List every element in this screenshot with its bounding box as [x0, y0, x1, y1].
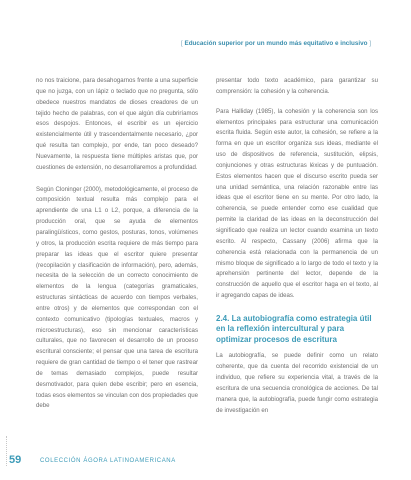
header-bracket-close: ] — [369, 40, 371, 47]
right-column — [216, 76, 378, 416]
page-number: 59 — [9, 454, 22, 466]
header-bracket-open: [ — [181, 40, 183, 47]
right-paragraph-3: La autobiografía, se puede definir como un relato coherente, que da cuenta del recorrido existencial de un individuo, que refiere su experiencia vital, a través de la escritura de una secuencia cronológica de acciones. De tal manera que, la autobiografía, puede fungir como estrategia de investigación en — [216, 352, 378, 414]
header-title: Educación superior por un mundo más equitativo e inclusivo — [184, 40, 368, 47]
right-paragraph-1: presentar todo texto académico, para garantizar su comprensión: la cohesión y la coherencia. — [216, 77, 378, 95]
running-header — [181, 40, 371, 47]
left-column — [36, 76, 198, 412]
section-title: 2.4. La autobiografía como estrategia útil en la reflexión intercultural y para optimizar procesos de escritura — [216, 313, 372, 344]
left-paragraph-1: no nos traicione, para desahogarnos frente a una superficie que no juzga, con un lápiz o teclado que no pregunta, sólo obedece nuestros mandatos de dioses creadores de un tejido hecho de palabras, con el que algún día cubriríamos esos despojos. Entonces, el escribir es un ejercicio existencialmente útil y trascendentalmente necesario, ¿por qué resulta tan complejo, por ende, tan poco deseado? Nuevamente, la respuesta tiene múltiples aristas que, por cuestiones de extensión, no desarrollaremos a profundidad. — [36, 77, 198, 171]
left-paragraph-2: Según Cloninger (2000), metodológicamente, el proceso de composición textual resulta más complejo para el aprendiente de una L1 o L2, porque, a diferencia de la producción oral, que se ayuda de elementos paralingüísticos, como gestos, posturas, tonos, volúmenes y otros, la producción escrita requiere de más tiempo para preparar las ideas que el escritor quiere presentar (recopilación y clasificación de información), pero, además, necesita de la selección de un correcto conocimiento de elementos de la lengua (categorías gramaticales, estructuras sintácticas de acuerdo con tiempos verbales, entre otros) y de elementos que correspondan con el contexto comunicativo (tipologías textuales, macros y microestructuras), eso sin mencionar características culturales, que no favorecen el desarrollo de un proceso escritural consciente; el pensar que una tarea de escritura requiere de gran cantidad de tiempo o el tener que rastrear de temas demasiado complejos, puede resultar desmotivador, para quien debe escribir; pero en esencia, todas esos elementos se vinculan con dos propiedades que debe — [36, 185, 198, 410]
collection-name: COLECCIÓN ÁGORA LATINOAMERICANA — [40, 458, 176, 464]
right-paragraph-2: Para Halliday (1985), la cohesión y la coherencia son los elementos principales para estructurar una comunicación escrita fluida. Según este autor, la cohesión, se refiere a la forma en que un escritor organiza sus ideas, mediante el uso de dispositivos de referencia, sustitución, elipsis, conjunciones y otras estructuras léxicas y de puntuación. Estos elementos hacen que el discurso escrito pueda ser una unidad semántica, una relación razonable entre las ideas que el escritor tiene en su mente. Por otro lado, la coherencia, se puede entender como ese cualidad que permite la claridad de las ideas en la deconstrucción del significado que realiza un lector cuando examina un texto escrito. Al respecto, Cassany (2006) afirma que la coherencia está relacionada con la permanencia de un mismo bloque de significado a lo largo de todo el texto y la aprehensión pertinente del lector, depende de la construcción de aquello que el escritor haga en el texto, al ir agregando capas de ideas. — [216, 107, 378, 300]
